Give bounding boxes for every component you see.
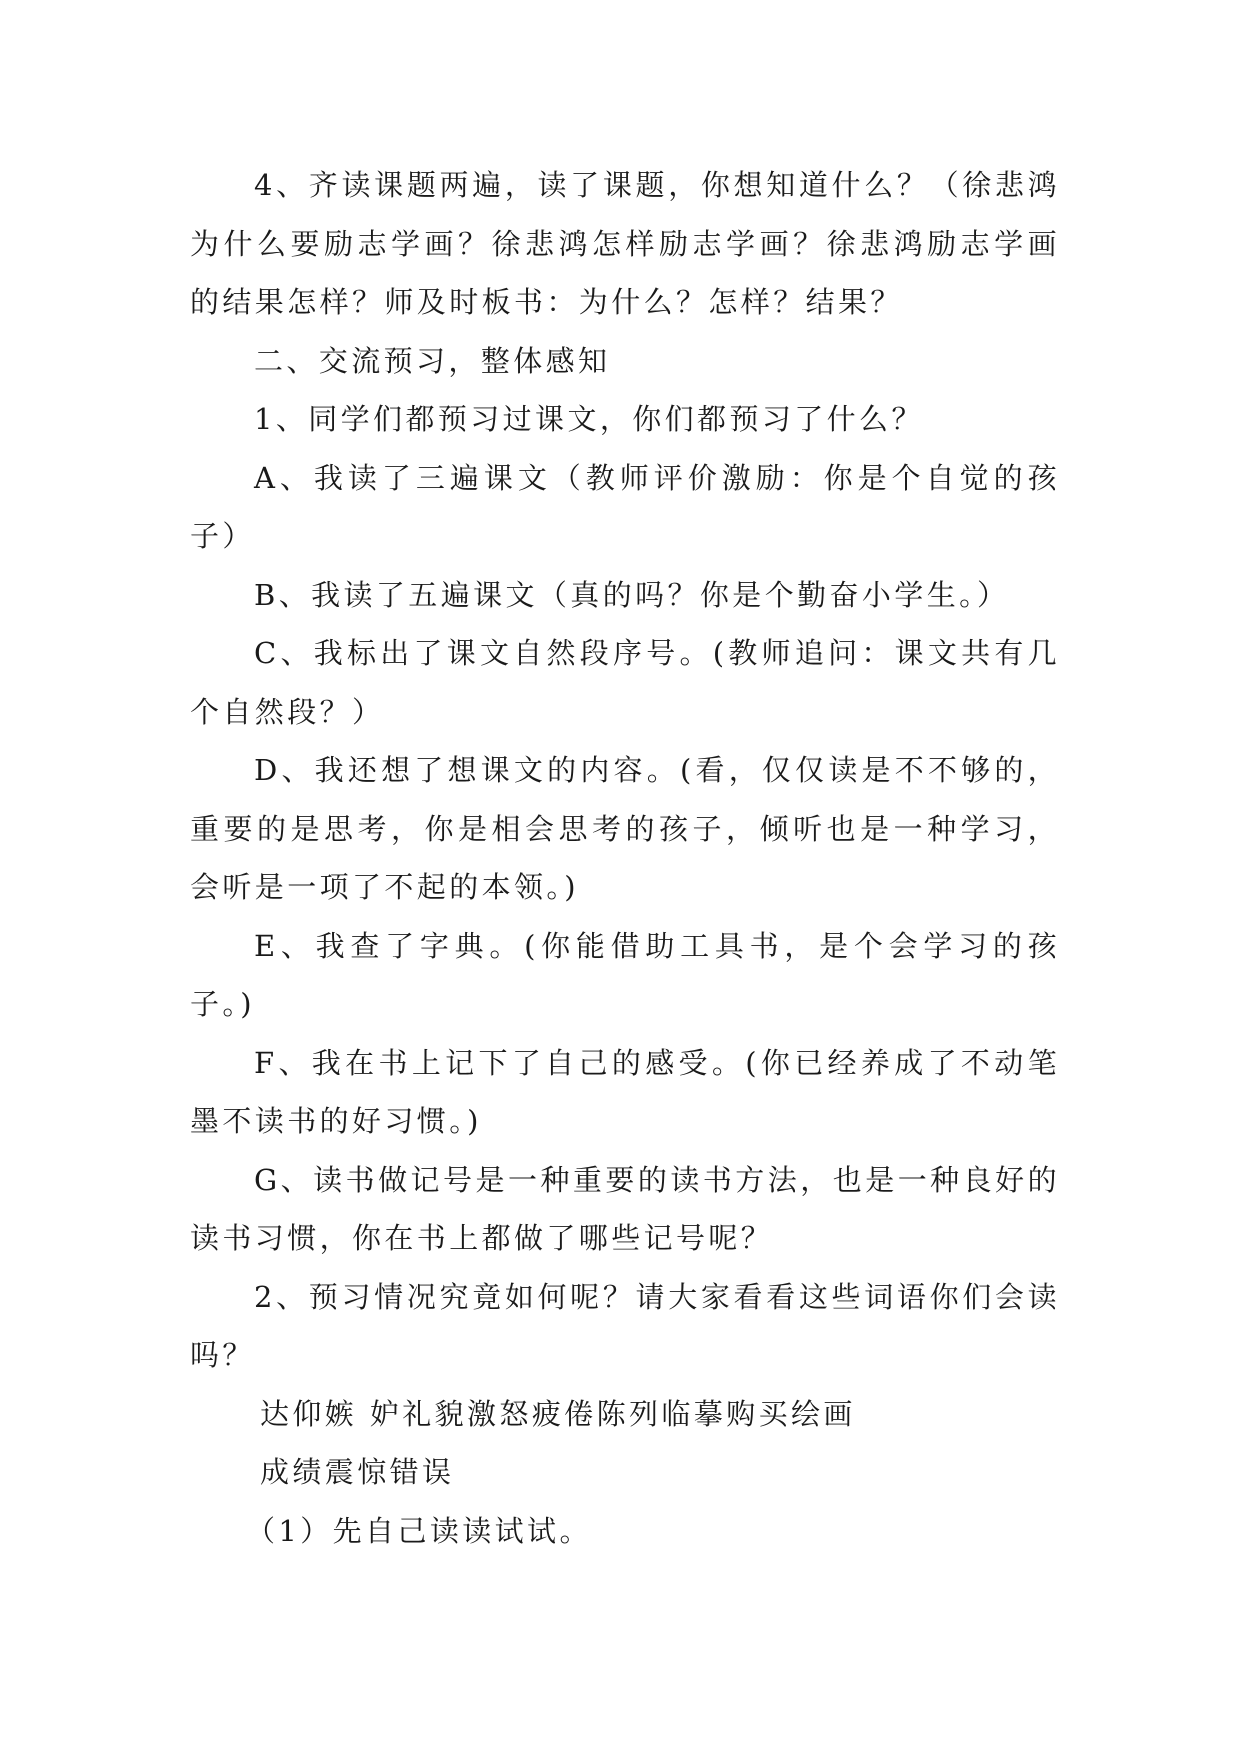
paragraph-preview-question: 1、同学们都预习过课文，你们都预习了什么？	[254, 402, 924, 436]
vocabulary-line-2: 成绩震惊错误	[260, 1455, 455, 1489]
paragraph-answer-c: C、我标出了课文自然段序号。(教师追问：课文共有几个自然段？）	[190, 636, 1060, 729]
document-body	[190, 156, 1060, 1560]
paragraph-step-1: （1）先自己读读试试。	[246, 1513, 592, 1548]
paragraph-answer-g: G、读书做记号是一种重要的读书方法，也是一种良好的读书习惯，你在书上都做了哪些记号呢？	[190, 1162, 1060, 1255]
vocabulary-line-1: 达仰嫉 妒礼貌激怒疲倦陈列临摹购买绘画	[260, 1396, 856, 1431]
paragraph-vocabulary-question: 2、预习情况究竟如何呢？请大家看看这些词语你们会读吗？	[190, 1279, 1060, 1372]
paragraph-answer-f: F、我在书上记下了自己的感受。(你已经养成了不动笔墨不读书的好习惯。)	[190, 1045, 1060, 1138]
paragraph-answer-d: D、我还想了想课文的内容。(看，仅仅读是不不够的，重要的是思考，你是相会思考的孩子，倾听也是一种学习，会听是一项了不起的本领。)	[190, 753, 1060, 904]
section-heading-preview: 二、交流预习，整体感知	[254, 343, 611, 378]
paragraph-answer-b: B、我读了五遍课文（真的吗？你是个勤奋小学生。）	[254, 577, 1010, 612]
paragraph-answer-a: A、我读了三遍课文（教师评价激励：你是个自觉的孩子）	[190, 460, 1060, 553]
paragraph-answer-e: E、我查了字典。(你能借助工具书，是个会学习的孩子。)	[190, 928, 1060, 1021]
paragraph-question-title: 4、齐读课题两遍，读了课题，你想知道什么？（徐悲鸿为什么要励志学画？徐悲鸿怎样励志学画？徐悲鸿励志学画的结果怎样？师及时板书：为什么？怎样？结果？	[190, 168, 1060, 319]
